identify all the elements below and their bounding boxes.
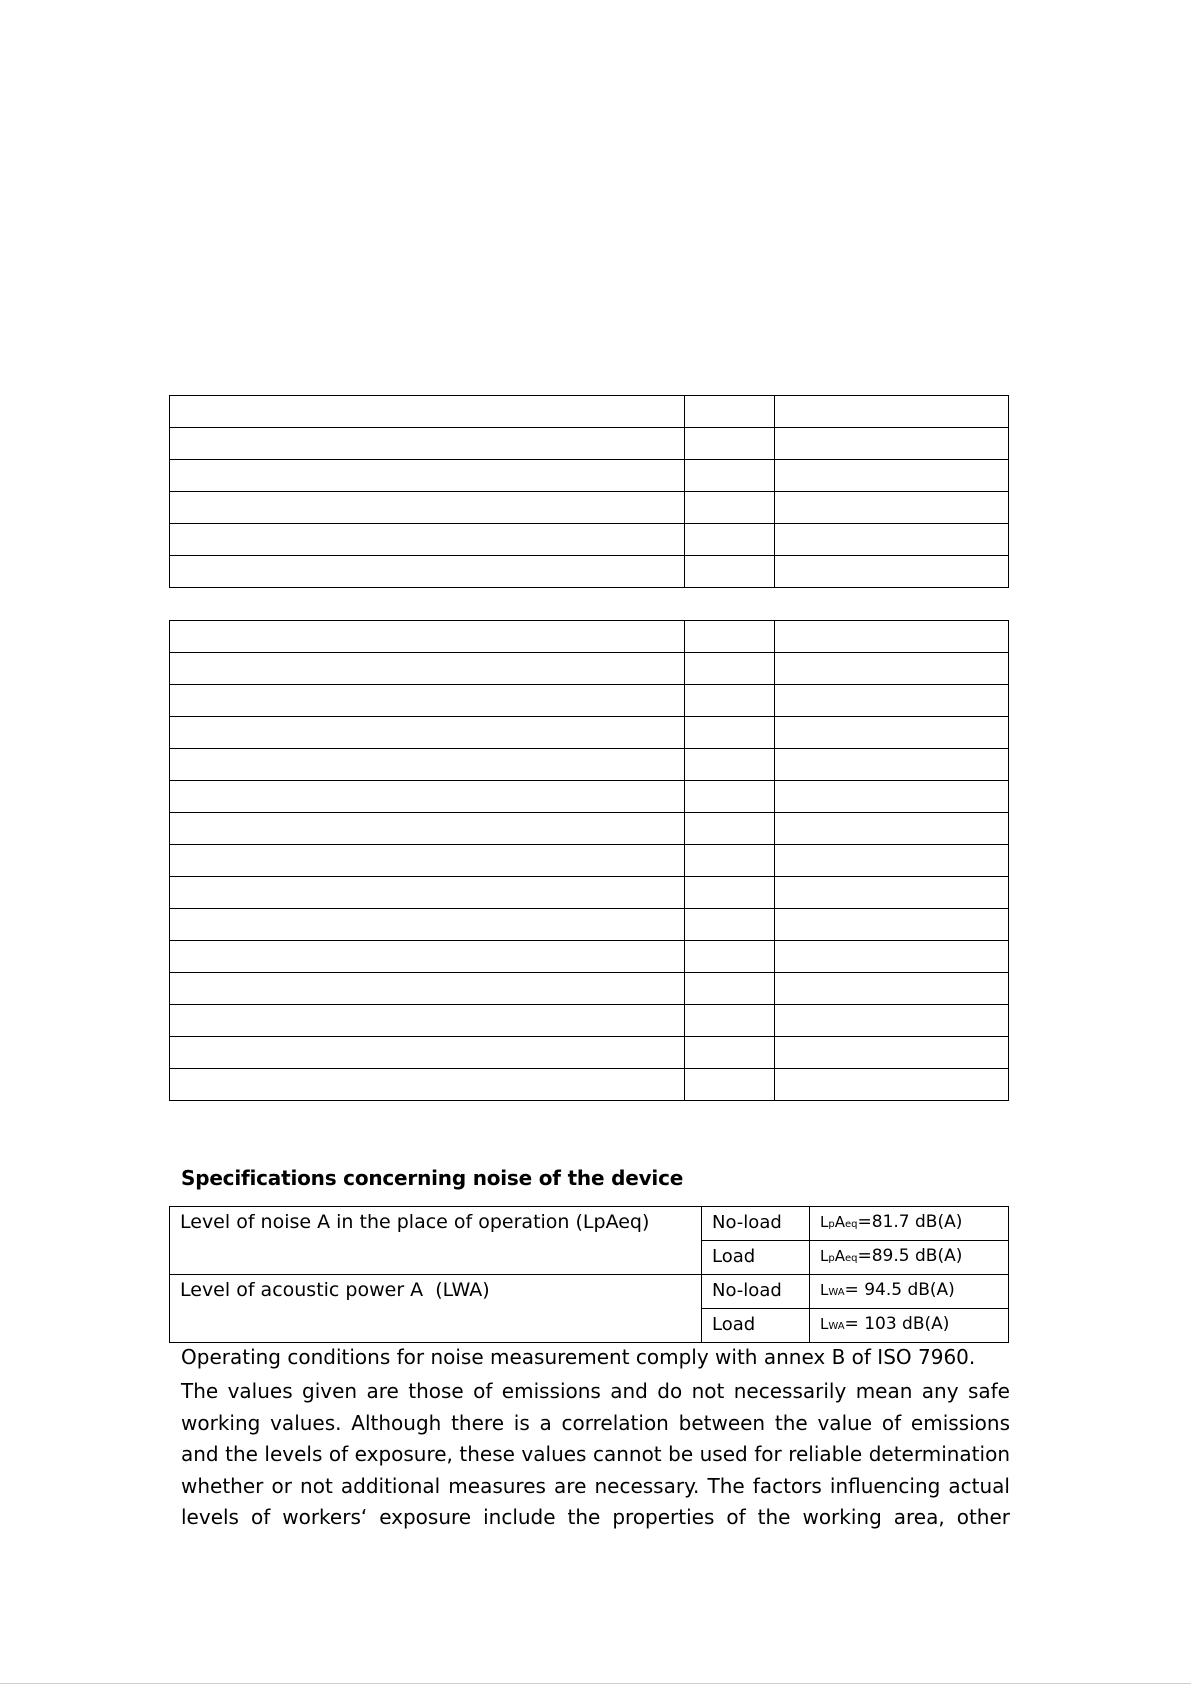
empty-table-row — [170, 781, 1009, 813]
empty-table-row — [170, 1069, 1009, 1101]
empty-table-row — [170, 460, 1009, 492]
empty-table-cell — [775, 524, 1009, 556]
empty-table-cell — [170, 973, 685, 1005]
empty-table-cell — [685, 1037, 775, 1069]
empty-table-cell — [685, 396, 775, 428]
empty-table-row — [170, 396, 1009, 428]
noise-parameter-lwa: Level of acoustic power A (LWA) — [170, 1275, 702, 1343]
empty-table-cell — [685, 428, 775, 460]
page-bottom-edge — [0, 1683, 1191, 1684]
noise-value-lpaeq-load: LpAeq=89.5 dB(A) — [810, 1241, 1009, 1275]
empty-table-cell — [170, 1005, 685, 1037]
empty-table-row — [170, 813, 1009, 845]
empty-table-cell — [685, 781, 775, 813]
empty-table-cell — [685, 556, 775, 588]
empty-table-cell — [685, 941, 775, 973]
empty-table-row — [170, 428, 1009, 460]
empty-table-cell — [685, 1069, 775, 1101]
empty-table-row — [170, 1037, 1009, 1069]
empty-table-cell — [775, 1037, 1009, 1069]
condition-no-load: No-load — [702, 1275, 810, 1309]
empty-table-cell — [170, 909, 685, 941]
empty-table-cell — [170, 492, 685, 524]
empty-table-cell — [170, 653, 685, 685]
empty-table-cell — [775, 1005, 1009, 1037]
noise-section-heading: Specifications concerning noise of the device — [181, 1166, 684, 1190]
empty-table-cell — [170, 717, 685, 749]
empty-table-row — [170, 877, 1009, 909]
operating-conditions-text: Operating conditions for noise measurement comply with annex B of ISO 7960. — [181, 1345, 976, 1369]
empty-table-cell — [775, 492, 1009, 524]
empty-table-cell — [775, 909, 1009, 941]
empty-table-cell — [685, 717, 775, 749]
empty-table-row — [170, 717, 1009, 749]
empty-table-cell — [685, 524, 775, 556]
empty-table-cell — [775, 621, 1009, 653]
empty-table-cell — [685, 1005, 775, 1037]
empty-table-cell — [775, 813, 1009, 845]
empty-spec-table-1 — [169, 395, 1009, 588]
empty-table-cell — [170, 1069, 685, 1101]
noise-value-lwa-noload: LWA= 94.5 dB(A) — [810, 1275, 1009, 1309]
empty-table-cell — [170, 685, 685, 717]
table-body — [170, 621, 1009, 1101]
empty-table-row — [170, 685, 1009, 717]
empty-table-cell — [775, 845, 1009, 877]
condition-no-load: No-load — [702, 1207, 810, 1241]
empty-table-cell — [775, 428, 1009, 460]
empty-table-row — [170, 621, 1009, 653]
empty-table-row — [170, 492, 1009, 524]
empty-table-row — [170, 1005, 1009, 1037]
empty-table-cell — [685, 749, 775, 781]
empty-table-cell — [775, 877, 1009, 909]
empty-table-cell — [775, 781, 1009, 813]
empty-table-cell — [170, 396, 685, 428]
empty-table-cell — [170, 781, 685, 813]
empty-table-cell — [775, 556, 1009, 588]
empty-table-row — [170, 556, 1009, 588]
noise-value-lwa-load: LWA= 103 dB(A) — [810, 1309, 1009, 1343]
empty-table-row — [170, 845, 1009, 877]
table-body — [170, 396, 1009, 588]
condition-load: Load — [702, 1241, 810, 1275]
empty-table-cell — [685, 460, 775, 492]
noise-row-lpaeq-noload — [170, 1207, 1009, 1241]
empty-table-cell — [170, 524, 685, 556]
empty-table-row — [170, 941, 1009, 973]
empty-table-cell — [775, 1069, 1009, 1101]
empty-table-cell — [775, 685, 1009, 717]
empty-table-cell — [170, 813, 685, 845]
empty-table-row — [170, 524, 1009, 556]
empty-table-cell — [685, 813, 775, 845]
empty-table-row — [170, 909, 1009, 941]
empty-table-row — [170, 749, 1009, 781]
empty-table-cell — [685, 909, 775, 941]
empty-table-cell — [685, 845, 775, 877]
noise-spec-table — [169, 1206, 1009, 1343]
empty-table-cell — [170, 428, 685, 460]
empty-table-cell — [170, 621, 685, 653]
empty-table-cell — [170, 845, 685, 877]
empty-table-cell — [775, 396, 1009, 428]
empty-table-cell — [775, 749, 1009, 781]
empty-table-cell — [775, 941, 1009, 973]
empty-table-cell — [170, 749, 685, 781]
emissions-note-text: The values given are those of emissions and do not necessarily mean any safe working values. Although there is a correlation between the value of emissions and the levels of exposure, these values cannot be used for reliable determination whether or not additional measures are necessary. The factors influencing actual levels of workers‘ exposure include the properties of the working area, other — [181, 1379, 1010, 1529]
empty-table-cell — [685, 492, 775, 524]
empty-table-cell — [170, 877, 685, 909]
empty-table-row — [170, 653, 1009, 685]
empty-table-cell — [170, 556, 685, 588]
noise-value-lpaeq-noload: LpAeq=81.7 dB(A) — [810, 1207, 1009, 1241]
noise-parameter-lpaeq: Level of noise A in the place of operation (LpAeq) — [170, 1207, 702, 1275]
empty-table-cell — [685, 621, 775, 653]
empty-table-cell — [685, 973, 775, 1005]
empty-table-cell — [685, 653, 775, 685]
empty-table-cell — [170, 1037, 685, 1069]
empty-table-cell — [775, 653, 1009, 685]
condition-load: Load — [702, 1309, 810, 1343]
noise-row-lwa-noload — [170, 1275, 1009, 1309]
empty-table-cell — [170, 460, 685, 492]
empty-table-row — [170, 973, 1009, 1005]
empty-table-cell — [170, 941, 685, 973]
empty-table-cell — [775, 717, 1009, 749]
empty-table-cell — [775, 973, 1009, 1005]
empty-spec-table-2 — [169, 620, 1009, 1101]
empty-table-cell — [685, 685, 775, 717]
empty-table-cell — [685, 877, 775, 909]
empty-table-cell — [775, 460, 1009, 492]
